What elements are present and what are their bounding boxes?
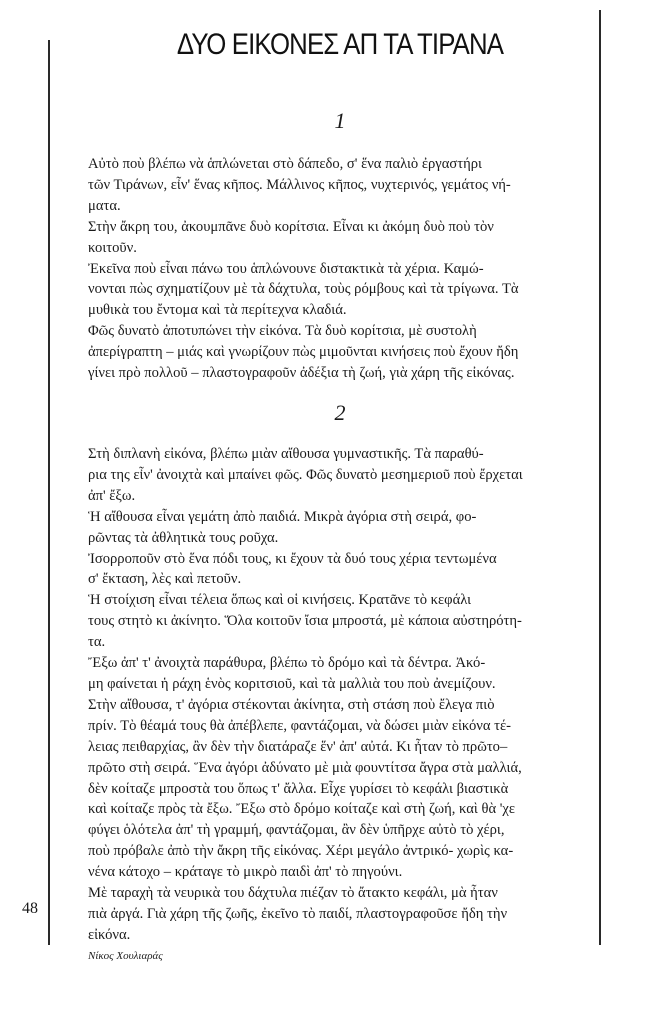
text-line: Ἔξω ἀπ' τ' ἀνοιχτὰ παράθυρα, βλέπω τὸ δρόμο καὶ τὰ δέντρα. Ἀκό- xyxy=(88,655,486,672)
text-line: τους στητὸ κι ἀκίνητο. Ὅλα κοιτοῦν ἴσια μπροστά, μὲ κάποια αὐστηρότη- xyxy=(88,613,522,630)
text-line: σ' ἔκταση, λὲς καὶ πετοῦν. xyxy=(88,571,242,588)
text-line: κοιτοῦν. xyxy=(88,239,137,256)
text-line: Ἡ στοίχιση εἶναι τέλεια ὅπως καὶ οἱ κινήσεις. Κρατᾶνε τὸ κεφάλι xyxy=(88,592,472,609)
text-line: εἰκόνα. xyxy=(88,926,131,943)
text-line: τα. xyxy=(88,634,106,651)
text-line: Στὴν αἴθουσα, τ' ἀγόρια στέκονται ἀκίνητα, στὴ στάση ποὺ ἔλεγα πιὸ xyxy=(88,696,495,713)
page-title: ΔΥΟ ΕΙΚΟΝΕΣ ΑΠ ΤΑ ΤΙΡΑΝΑ xyxy=(176,28,504,61)
text-line: Στὴν ἄκρη του, ἀκουμπᾶνε δυὸ κορίτσια. Εἶναι κι ἀκόμη δυὸ ποὺ τὸν xyxy=(88,218,494,235)
text-line: δὲν κοίταζε μπροστὰ του ὅπως τ' ἄλλα. Εἶχε γυρίσει τὸ κεφάλι βιαστικὰ xyxy=(88,780,509,797)
section-number-2: 2 xyxy=(334,400,346,425)
text-line: ποὺ πρόβαλε ἀπὸ τὴν ἄκρη τῆς εἰκόνας. Χέρι μεγάλο ἀντρικό- χωρὶς κα- xyxy=(88,843,514,860)
text-line: ρῶντας τὰ ἀθλητικὰ τους ροῦχα. xyxy=(88,529,279,546)
section-1-text xyxy=(88,154,588,384)
section-2-text xyxy=(88,444,588,946)
text-line: νονται πὼς σχηματίζουν μὲ τὰ δάχτυλα, τοὺς ρόμβους καὶ τὰ τρίγωνα. Τὰ xyxy=(88,281,519,298)
text-line: πρίν. Τὸ θέαμά τους θὰ ἀπέβλεπε, φαντάζομαι, νὰ δώσει μιὰν εἰκόνα τέ- xyxy=(88,717,512,734)
text-line: πρῶτο στὴ σειρά. Ἕνα ἀγόρι ἀδύνατο μὲ μιὰ φουντίτσα ἄγρα στὰ μαλλιά, xyxy=(88,759,522,776)
text-line: πιὰ ἀργά. Γιὰ χάρη τῆς ζωῆς, ἐκεῖνο τὸ παιδί, πλαστογραφοῦσε ἤδη τὴν xyxy=(88,905,508,922)
text-line: Μὲ ταραχὴ τὰ νευρικὰ του δάχτυλα πιέζαν τὸ ἄτακτο κεφάλι, μὰ ἦταν xyxy=(88,885,498,902)
text-line: μη φαίνεται ἡ ράχη ἑνὸς κοριτσιοῦ, καὶ τὰ μαλλιὰ του ποὺ ἀνεμίζουν. xyxy=(88,675,496,692)
text-line: ἀπερίγραπτη – μιάς καὶ γνωρίζουν πὼς μιμοῦνται κινήσεις ποὺ ἔχουν ἤδη xyxy=(88,344,519,361)
text-line: Ἡ αἴθουσα εἶναι γεμάτη ἀπὸ παιδιά. Μικρὰ ἀγόρια στὴ σειρά, φο- xyxy=(88,508,477,525)
section-number-1: 1 xyxy=(334,108,346,133)
text-line: φύγει ὁλότελα ἀπ' τὴ γραμμή, φαντάζομαι, ἂν δὲν ὑπῆρχε αὐτὸ τὸ χέρι, xyxy=(88,822,505,839)
page-number: 48 xyxy=(22,900,38,917)
text-line: τῶν Τιράνων, εἶν' ἕνας κῆπος. Μάλλινος κῆπος, νυχτερινός, γεμάτος νή- xyxy=(88,176,511,193)
text-line: Ἰσορροποῦν στὸ ἕνα πόδι τους, κι ἔχουν τὰ δυό τους χέρια τεντωμένα xyxy=(88,550,497,567)
text-line: νένα κάτοχο – κράταγε τὸ μικρὸ παιδὶ ἀπ' τὸ πηγούνι. xyxy=(88,864,403,881)
text-line: μυθικὰ του ἔντομα καὶ τὰ περίτεχνα κλαδιά. xyxy=(88,302,347,319)
text-line: καὶ κοίταζε πρὸς τὰ ἔξω. Ἔξω στὸ δρόμο κοίταζε καὶ στὴ ζωή, καὶ θὰ 'χε xyxy=(88,801,516,818)
text-line: Αὐτὸ ποὺ βλέπω νὰ ἁπλώνεται στὸ δάπεδο, σ' ἕνα παλιὸ ἐργαστήρι xyxy=(88,156,482,172)
footer-author: Νίκος Χουλιαράς xyxy=(88,950,163,962)
text-line: γίνει πρὸ πολλοῦ – πλαστογραφοῦν ἀδέξια τὴ ζωή, γιὰ χάρη τῆς εἰκόνας. xyxy=(88,365,515,382)
text-line: ἀπ' ἔξω. xyxy=(88,487,136,504)
text-line: Φῶς δυνατὸ ἀποτυπώνει τὴν εἰκόνα. Τὰ δυὸ κορίτσια, μὲ συστολὴ xyxy=(88,323,477,340)
text-line: ρια της εἶν' ἀνοιχτὰ καὶ μπαίνει φῶς. Φῶς δυνατὸ μεσημεριοῦ ποὺ ἔρχεται xyxy=(88,466,523,483)
left-margin-rule xyxy=(48,40,50,945)
text-line: Στὴ διπλανὴ εἰκόνα, βλέπω μιὰν αἴθουσα γυμναστικῆς. Τὰ παραθύ- xyxy=(88,446,484,462)
text-line: Ἐκεῖνα ποὺ εἶναι πάνω του ἁπλώνουνε διστακτικὰ τὰ χέρια. Καμώ- xyxy=(88,260,484,277)
text-line: λειας πειθαρχίας, ἂν δὲν τὴν διατάραζε ἕν' ἀπ' αὐτά. Κι ἦταν τὸ πρῶτο– xyxy=(88,738,508,755)
text-line: ματα. xyxy=(88,197,121,214)
right-margin-rule xyxy=(599,10,601,945)
